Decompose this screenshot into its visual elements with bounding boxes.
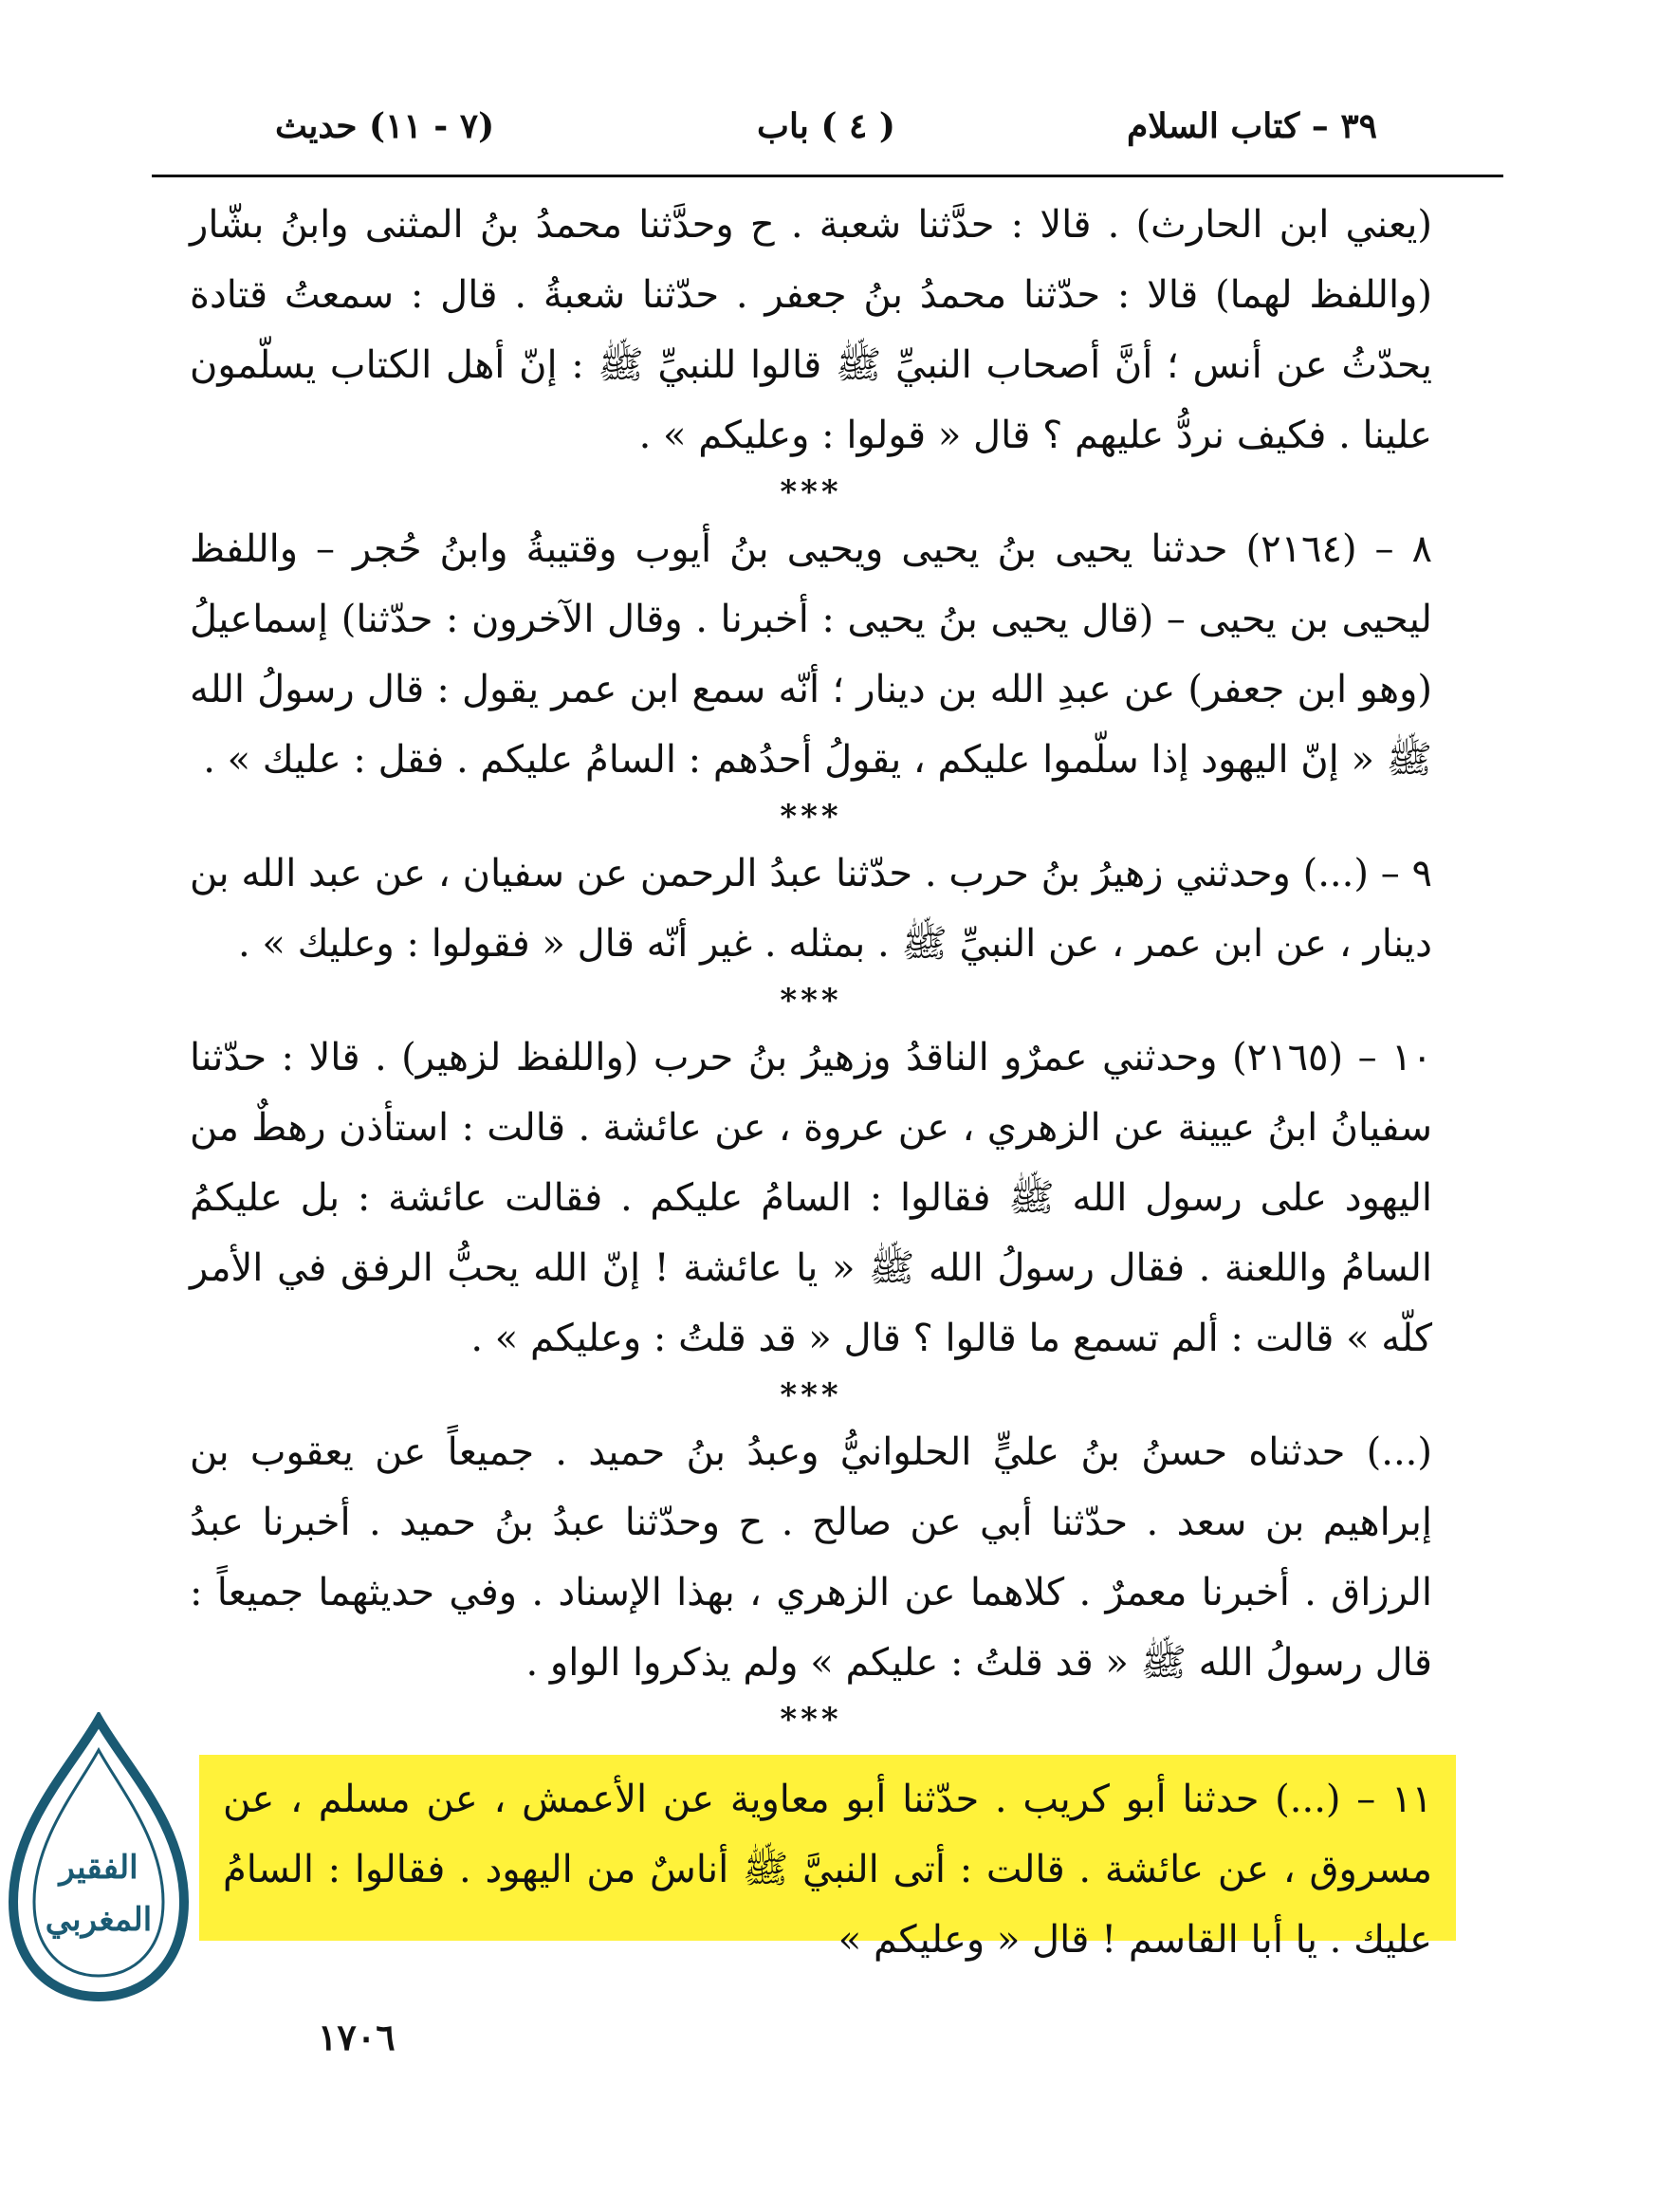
text-body (190, 190, 1432, 1742)
paragraph-intro: (يعني ابن الحارث) . قالا : حدَّثنا شعبة . ح وحدَّثنا محمدُ بنُ المثنى وابنُ بشّار (واللفظ لهما) قالا : حدّثنا محمدُ بنُ جعفر . حدّثنا شعبةُ . قال : سمعتُ قتادة يحدّثُ عن أنس ؛ أنَّ أصحاب النبيِّ ﷺ قالوا للنبيِّ ﷺ : إنّ أهل الكتاب يسلّمون علينا . فكيف نردُّ عليهم ؟ قال « قولوا : وعليكم » . (190, 203, 1432, 457)
header-rule (152, 175, 1503, 177)
hadith-9: ٩ – (...) وحدثني زهيرُ بنُ حرب . حدّثنا عبدُ الرحمن عن سفيان ، عن عبد الله بن دينار ، عن ابن عمر ، عن النبيِّ ﷺ . بمثله . غير أنّه قال « فقولوا : وعليك » . (190, 852, 1432, 966)
separator: *** (780, 473, 842, 511)
separator: *** (780, 1376, 842, 1414)
watermark-seal-logo (4, 1712, 193, 2006)
hadith-11: ١١ – (...) حدثنا أبو كريب . حدّثنا أبو معاوية عن الأعمش ، عن مسلم ، عن مسروق ، عن عائشة . قالت : أتى النبيَّ ﷺ أناسٌ من اليهود . فقالوا : السامُ عليك . يا أبا القاسم ! قال « وعليكم » (223, 1778, 1432, 1962)
separator: *** (780, 982, 842, 1020)
bab-number: ( ٤ ) باب (757, 106, 895, 146)
highlighted-hadith-11 (199, 1755, 1456, 1962)
separator: *** (780, 798, 842, 836)
hadith-range: (٧ - ١١) حديث (275, 106, 495, 146)
hadith-8: ٨ – (٢١٦٤) حدثنا يحيى بنُ يحيى ويحيى بنُ أيوب وقتيبةُ وابنُ حُجر – واللفظ ليحيى بن يحيى – (قال يحيى بنُ يحيى : أخبرنا . وقال الآخرون : حدّثنا) إسماعيلُ (وهو ابن جعفر) عن عبدِ الله بن دينار ؛ أنّه سمع ابن عمر يقول : قال رسولُ الله ﷺ « إنّ اليهود إذا سلّموا عليكم ، يقولُ أحدُهم : السامُ عليكم . فقل : عليك » . (190, 527, 1432, 782)
hadith-10-chain: (...) حدثناه حسنُ بنُ عليٍّ الحلوانيُّ وعبدُ بنُ حميد . جميعاً عن يعقوب بن إبراهيم بن سعد . حدّثنا أبي عن صالح . ح وحدّثنا عبدُ بنُ حميد . أخبرنا عبدُ الرزاق . أخبرنا معمرٌ . كلاهما عن الزهري ، بهذا الإسناد . وفي حديثهما جميعاً : قال رسولُ الله ﷺ « قد قلتُ : عليكم » ولم يذكروا الواو . (190, 1430, 1432, 1685)
separator: *** (780, 1701, 842, 1739)
page-number: ١٧٠٦ (318, 2016, 396, 2058)
chapter-title: ٣٩ – كتاب السلام (1127, 106, 1377, 146)
svg-text:الفقير: الفقير (59, 1849, 138, 1887)
running-header (275, 106, 1377, 165)
hadith-10: ١٠ – (٢١٦٥) وحدثني عمرٌو الناقدُ وزهيرُ بنُ حرب (واللفظ لزهير) . قالا : حدّثنا سفيانُ ابنُ عيينة عن الزهري ، عن عروة ، عن عائشة . قالت : استأذن رهطٌ من اليهود على رسول الله ﷺ فقالوا : السامُ عليكم . فقالت عائشة : بل عليكمُ السامُ واللعنة . فقال رسولُ الله ﷺ « يا عائشة ! إنّ الله يحبُّ الرفق في الأمر كلّه » قالت : ألم تسمع ما قالوا ؟ قال « قد قلتُ : وعليكم » . (190, 1036, 1432, 1360)
svg-text:المغربي: المغربي (45, 1901, 153, 1939)
